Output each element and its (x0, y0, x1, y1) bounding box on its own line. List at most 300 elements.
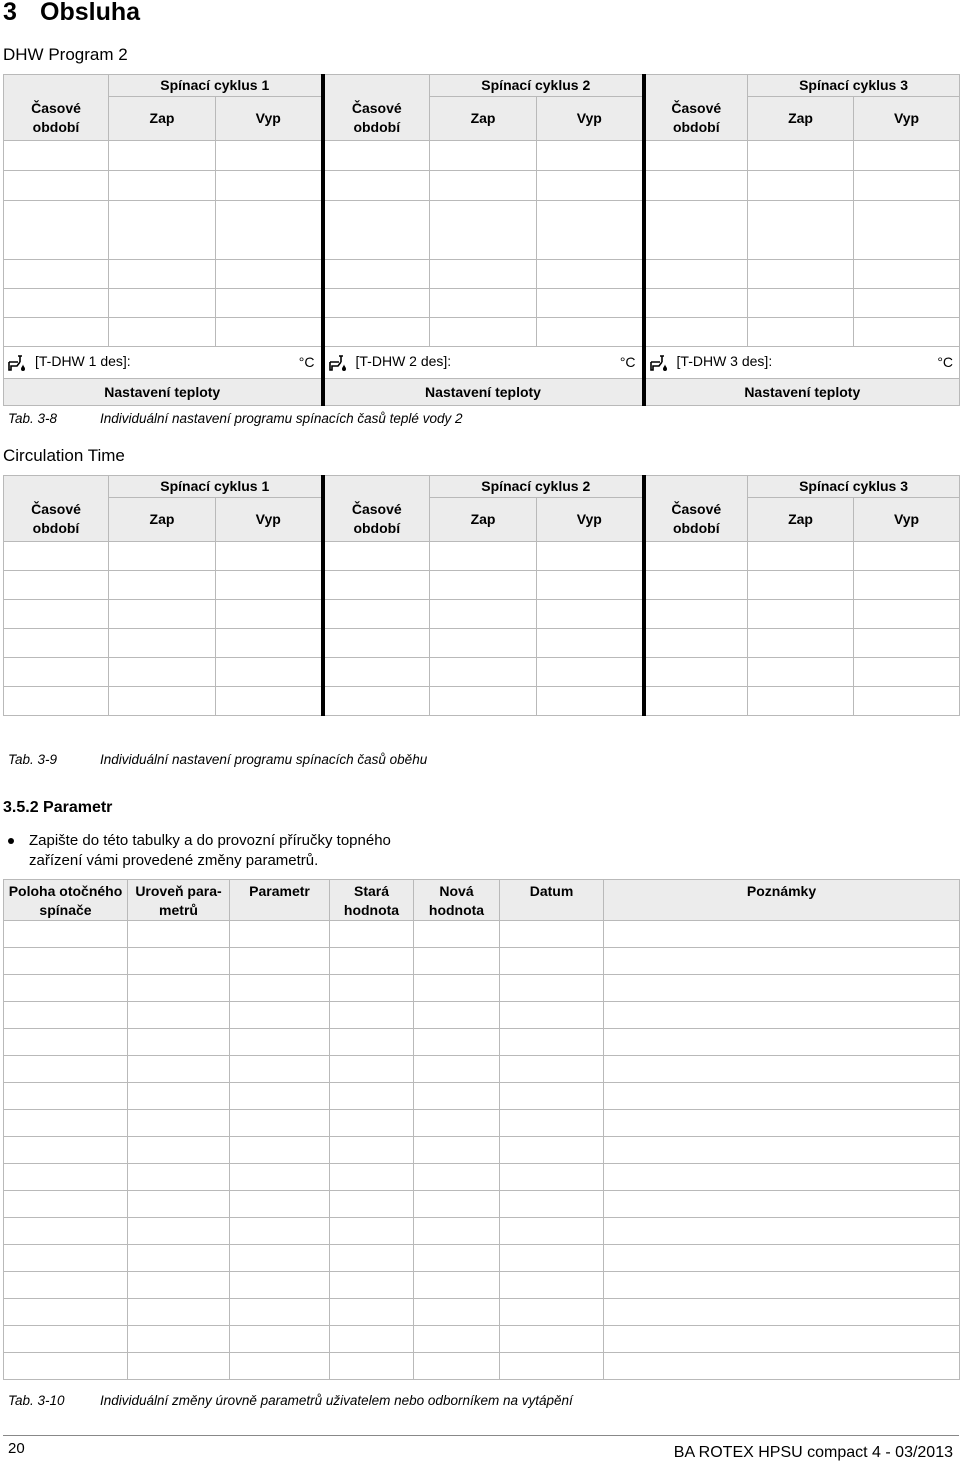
empty-cell[interactable] (414, 1272, 500, 1299)
cycle-3-label: Spínací cyklus 3 (748, 476, 960, 498)
empty-cell[interactable] (230, 921, 330, 948)
empty-cell[interactable] (330, 1218, 414, 1245)
empty-cell[interactable] (4, 1191, 128, 1218)
empty-cell[interactable] (323, 600, 430, 629)
empty-cell[interactable] (323, 571, 430, 600)
off-header: Vyp (854, 498, 960, 542)
empty-cell[interactable] (604, 1056, 960, 1083)
empty-cell[interactable] (230, 1029, 330, 1056)
empty-cell[interactable] (216, 141, 323, 171)
empty-cell[interactable] (4, 1326, 128, 1353)
empty-cell[interactable] (644, 542, 748, 571)
empty-cell[interactable] (748, 260, 854, 289)
empty-cell[interactable] (128, 1272, 230, 1299)
empty-cell[interactable] (854, 600, 960, 629)
empty-cell[interactable] (604, 1137, 960, 1164)
empty-cell[interactable] (500, 1002, 604, 1029)
empty-cell[interactable] (330, 1164, 414, 1191)
empty-cell[interactable] (854, 318, 960, 347)
empty-cell[interactable] (414, 1137, 500, 1164)
empty-cell[interactable] (4, 571, 109, 600)
empty-cell[interactable] (230, 1191, 330, 1218)
empty-form-row (4, 171, 960, 201)
empty-form-row (4, 542, 960, 571)
parameter-table (3, 879, 960, 1380)
empty-cell[interactable] (537, 289, 644, 318)
caption-text: Individuální nastavení programu spínacích časů oběhu (100, 752, 428, 767)
empty-cell[interactable] (109, 629, 216, 658)
empty-cell[interactable] (330, 921, 414, 948)
empty-cell[interactable] (500, 948, 604, 975)
temp-label: Nastavení teploty (4, 379, 323, 406)
empty-cell[interactable] (500, 1029, 604, 1056)
empty-cell[interactable] (128, 921, 230, 948)
empty-cell[interactable] (604, 1164, 960, 1191)
empty-cell[interactable] (4, 1083, 128, 1110)
empty-cell[interactable] (604, 1002, 960, 1029)
empty-form-row (4, 1056, 960, 1083)
empty-cell[interactable] (644, 318, 748, 347)
empty-cell[interactable] (230, 1353, 330, 1380)
empty-cell[interactable] (644, 571, 748, 600)
empty-cell[interactable] (4, 1353, 128, 1380)
footer-divider (3, 1435, 959, 1436)
empty-cell[interactable] (644, 629, 748, 658)
empty-cell[interactable] (128, 1218, 230, 1245)
empty-cell[interactable] (430, 318, 537, 347)
empty-cell[interactable] (230, 1083, 330, 1110)
period-header: Časové období (644, 498, 748, 542)
empty-cell[interactable] (604, 975, 960, 1002)
empty-cell[interactable] (4, 318, 109, 347)
empty-cell[interactable] (500, 1218, 604, 1245)
empty-cell[interactable] (323, 542, 430, 571)
empty-cell[interactable] (216, 600, 323, 629)
empty-cell[interactable] (537, 571, 644, 600)
empty-cell[interactable] (414, 1191, 500, 1218)
empty-cell[interactable] (604, 1110, 960, 1137)
empty-cell[interactable] (604, 1245, 960, 1272)
caption-number: Tab. 3-10 (8, 1393, 65, 1408)
on-header: Zap (109, 97, 216, 141)
empty-cell[interactable] (128, 1029, 230, 1056)
empty-cell[interactable] (604, 1272, 960, 1299)
empty-form-row (4, 201, 960, 260)
empty-cell[interactable] (109, 260, 216, 289)
empty-form-row (4, 658, 960, 687)
empty-cell[interactable] (604, 1326, 960, 1353)
empty-cell[interactable] (230, 975, 330, 1002)
empty-cell[interactable] (330, 1002, 414, 1029)
empty-cell[interactable] (230, 948, 330, 975)
empty-cell[interactable] (230, 1272, 330, 1299)
period-header: Časové období (644, 97, 748, 141)
empty-cell[interactable] (216, 260, 323, 289)
empty-cell[interactable] (330, 1272, 414, 1299)
on-header: Zap (748, 97, 854, 141)
empty-cell[interactable] (109, 141, 216, 171)
empty-cell[interactable] (4, 542, 109, 571)
empty-cell[interactable] (330, 1137, 414, 1164)
empty-form-row (4, 141, 960, 171)
empty-cell[interactable] (330, 1353, 414, 1380)
empty-cell[interactable] (604, 1029, 960, 1056)
empty-cell[interactable] (500, 1083, 604, 1110)
empty-form-row (4, 921, 960, 948)
empty-cell[interactable] (644, 171, 748, 201)
empty-cell[interactable] (109, 658, 216, 687)
empty-cell[interactable] (230, 1002, 330, 1029)
empty-cell[interactable] (748, 171, 854, 201)
empty-cell[interactable] (500, 1245, 604, 1272)
empty-cell[interactable] (748, 542, 854, 571)
empty-cell[interactable] (854, 171, 960, 201)
empty-cell[interactable] (230, 1326, 330, 1353)
empty-form-row (4, 1272, 960, 1299)
empty-form-row (4, 1137, 960, 1164)
off-header: Vyp (216, 97, 323, 141)
empty-cell[interactable] (330, 1056, 414, 1083)
empty-cell[interactable] (4, 201, 109, 260)
empty-cell[interactable] (4, 171, 109, 201)
empty-cell[interactable] (500, 1056, 604, 1083)
empty-cell[interactable] (330, 1245, 414, 1272)
empty-cell[interactable] (109, 571, 216, 600)
empty-cell[interactable] (604, 1299, 960, 1326)
hot-water-tap-icon (7, 353, 29, 373)
empty-cell[interactable] (537, 658, 644, 687)
empty-cell[interactable] (109, 171, 216, 201)
empty-cell[interactable] (537, 687, 644, 716)
temp-label: Nastavení teploty (644, 379, 960, 406)
empty-cell[interactable] (748, 318, 854, 347)
bullet-text-line: zařízení vámi provedené změny parametrů. (29, 852, 319, 869)
empty-cell[interactable] (128, 1191, 230, 1218)
empty-cell[interactable] (430, 658, 537, 687)
empty-form-row (4, 1083, 960, 1110)
empty-cell[interactable] (500, 1326, 604, 1353)
old-value-header: Stará hodnota (330, 880, 414, 921)
empty-cell[interactable] (644, 260, 748, 289)
empty-cell[interactable] (537, 318, 644, 347)
empty-cell[interactable] (854, 289, 960, 318)
empty-cell[interactable] (330, 1083, 414, 1110)
empty-cell[interactable] (500, 921, 604, 948)
empty-cell[interactable] (537, 600, 644, 629)
empty-cell[interactable] (323, 318, 430, 347)
empty-form-row (4, 948, 960, 975)
empty-cell[interactable] (216, 687, 323, 716)
empty-cell[interactable] (430, 629, 537, 658)
empty-cell[interactable] (500, 1353, 604, 1380)
cycle-1-label: Spínací cyklus 1 (109, 476, 323, 498)
empty-cell[interactable] (748, 629, 854, 658)
empty-cell[interactable] (4, 260, 109, 289)
empty-cell[interactable] (414, 1353, 500, 1380)
empty-cell[interactable] (323, 171, 430, 201)
cycle-2-label: Spínací cyklus 2 (430, 476, 644, 498)
empty-form-row (4, 1002, 960, 1029)
empty-cell[interactable] (644, 289, 748, 318)
empty-cell[interactable] (748, 289, 854, 318)
empty-form-row (4, 1029, 960, 1056)
empty-cell[interactable] (4, 1002, 128, 1029)
empty-cell[interactable] (748, 141, 854, 171)
empty-cell[interactable] (4, 629, 109, 658)
empty-cell[interactable] (216, 201, 323, 260)
table-caption (8, 752, 427, 767)
empty-cell[interactable] (414, 1164, 500, 1191)
empty-cell[interactable] (128, 975, 230, 1002)
empty-cell[interactable] (414, 948, 500, 975)
empty-cell[interactable] (644, 687, 748, 716)
empty-cell[interactable] (323, 289, 430, 318)
empty-cell[interactable] (644, 658, 748, 687)
column-header-row (4, 97, 960, 141)
empty-cell[interactable] (414, 921, 500, 948)
empty-cell[interactable] (748, 658, 854, 687)
empty-cell[interactable] (854, 571, 960, 600)
empty-cell[interactable] (128, 1326, 230, 1353)
period-header: Časové období (4, 498, 109, 542)
temp-cell-3: [T-DHW 3 des]: °C (644, 347, 960, 379)
empty-cell[interactable] (230, 1245, 330, 1272)
empty-cell[interactable] (230, 1137, 330, 1164)
empty-cell[interactable] (128, 1245, 230, 1272)
empty-cell[interactable] (330, 948, 414, 975)
empty-cell[interactable] (500, 1299, 604, 1326)
empty-cell[interactable] (430, 260, 537, 289)
empty-cell[interactable] (604, 921, 960, 948)
empty-cell[interactable] (230, 1056, 330, 1083)
empty-cell[interactable] (128, 1083, 230, 1110)
empty-cell[interactable] (4, 1299, 128, 1326)
empty-cell[interactable] (4, 921, 128, 948)
period-header: Časové období (4, 97, 109, 141)
empty-cell[interactable] (537, 171, 644, 201)
empty-cell[interactable] (644, 141, 748, 171)
empty-cell[interactable] (4, 289, 109, 318)
empty-form-row (4, 318, 960, 347)
temp-cell-1: [T-DHW 1 des]: °C (4, 347, 323, 379)
caption-text: Individuální změny úrovně parametrů uživatelem nebo odborníkem na vytápění (100, 1393, 573, 1408)
empty-cell[interactable] (216, 571, 323, 600)
empty-cell[interactable] (4, 1272, 128, 1299)
empty-cell[interactable] (128, 1056, 230, 1083)
empty-cell[interactable] (430, 171, 537, 201)
bullet-icon (8, 838, 14, 844)
empty-cell[interactable] (537, 260, 644, 289)
empty-cell[interactable] (500, 975, 604, 1002)
empty-form-row (4, 1110, 960, 1137)
empty-cell[interactable] (323, 658, 430, 687)
period-header: Časové období (323, 498, 430, 542)
empty-cell[interactable] (500, 1191, 604, 1218)
empty-cell[interactable] (537, 201, 644, 260)
date-header: Datum (500, 880, 604, 921)
empty-cell[interactable] (216, 542, 323, 571)
empty-cell[interactable] (4, 600, 109, 629)
empty-cell[interactable] (109, 542, 216, 571)
caption-number: Tab. 3-8 (8, 411, 58, 426)
empty-cell[interactable] (4, 687, 109, 716)
cycle-2-label: Spínací cyklus 2 (430, 75, 644, 97)
empty-cell[interactable] (414, 1218, 500, 1245)
switch-position-header: Poloha otočného spínače (4, 880, 128, 921)
empty-cell[interactable] (4, 1029, 128, 1056)
empty-cell[interactable] (4, 948, 128, 975)
empty-cell[interactable] (604, 1218, 960, 1245)
empty-cell[interactable] (430, 141, 537, 171)
empty-cell[interactable] (854, 629, 960, 658)
empty-cell[interactable] (537, 629, 644, 658)
empty-cell[interactable] (330, 1299, 414, 1326)
empty-cell[interactable] (128, 1137, 230, 1164)
empty-cell[interactable] (414, 1002, 500, 1029)
empty-cell[interactable] (500, 1272, 604, 1299)
empty-cell[interactable] (414, 975, 500, 1002)
bullet-instruction (8, 831, 391, 871)
empty-cell[interactable] (854, 201, 960, 260)
on-header: Zap (430, 97, 537, 141)
empty-cell[interactable] (330, 1110, 414, 1137)
empty-cell[interactable] (604, 1191, 960, 1218)
empty-cell[interactable] (109, 318, 216, 347)
empty-cell[interactable] (330, 1029, 414, 1056)
empty-cell[interactable] (430, 571, 537, 600)
empty-cell[interactable] (323, 141, 430, 171)
empty-cell[interactable] (537, 542, 644, 571)
empty-cell[interactable] (323, 687, 430, 716)
empty-cell[interactable] (4, 1245, 128, 1272)
empty-cell[interactable] (4, 1056, 128, 1083)
empty-cell[interactable] (4, 1218, 128, 1245)
empty-cell[interactable] (414, 1056, 500, 1083)
empty-cell[interactable] (644, 600, 748, 629)
empty-cell[interactable] (430, 289, 537, 318)
empty-form-row (4, 975, 960, 1002)
empty-cell[interactable] (604, 1083, 960, 1110)
empty-cell[interactable] (230, 1218, 330, 1245)
chapter-title: Obsluha (40, 0, 141, 26)
bullet-text-line: Zapište do této tabulky a do provozní příručky topného (29, 832, 391, 849)
empty-form-row (4, 1218, 960, 1245)
caption-number: Tab. 3-9 (8, 752, 58, 767)
empty-cell[interactable] (323, 629, 430, 658)
empty-cell[interactable] (604, 1353, 960, 1380)
empty-cell[interactable] (500, 1137, 604, 1164)
empty-cell[interactable] (4, 141, 109, 171)
empty-cell[interactable] (216, 171, 323, 201)
empty-cell[interactable] (216, 289, 323, 318)
new-value-header: Nová hodnota (414, 880, 500, 921)
empty-form-row (4, 571, 960, 600)
empty-cell[interactable] (430, 542, 537, 571)
empty-cell[interactable] (128, 1164, 230, 1191)
empty-cell[interactable] (323, 201, 430, 260)
empty-cell[interactable] (430, 201, 537, 260)
section-heading: 3.5.2 Parametr (3, 799, 113, 816)
empty-cell[interactable] (216, 629, 323, 658)
empty-cell[interactable] (128, 1002, 230, 1029)
hot-water-tap-icon (649, 353, 671, 373)
empty-cell[interactable] (414, 1110, 500, 1137)
parameter-header: Parametr (230, 880, 330, 921)
empty-cell[interactable] (748, 571, 854, 600)
empty-cell[interactable] (216, 318, 323, 347)
empty-cell[interactable] (230, 1110, 330, 1137)
empty-cell[interactable] (230, 1299, 330, 1326)
empty-form-row (4, 1164, 960, 1191)
empty-cell[interactable] (4, 1110, 128, 1137)
empty-cell[interactable] (537, 141, 644, 171)
empty-cell[interactable] (330, 1191, 414, 1218)
off-header: Vyp (854, 97, 960, 141)
empty-cell[interactable] (644, 201, 748, 260)
empty-cell[interactable] (216, 658, 323, 687)
empty-cell[interactable] (430, 687, 537, 716)
empty-cell[interactable] (748, 600, 854, 629)
empty-cell[interactable] (4, 975, 128, 1002)
empty-cell[interactable] (109, 289, 216, 318)
empty-cell[interactable] (230, 1164, 330, 1191)
on-header: Zap (748, 498, 854, 542)
empty-cell[interactable] (323, 260, 430, 289)
empty-form-row (4, 1326, 960, 1353)
chapter-heading (3, 0, 140, 27)
empty-cell[interactable] (430, 600, 537, 629)
empty-cell[interactable] (109, 600, 216, 629)
empty-cell[interactable] (414, 1299, 500, 1326)
empty-cell[interactable] (414, 1245, 500, 1272)
empty-cell[interactable] (500, 1110, 604, 1137)
empty-cell[interactable] (414, 1326, 500, 1353)
empty-cell[interactable] (500, 1164, 604, 1191)
cycle-header-row (4, 476, 960, 498)
empty-cell[interactable] (748, 201, 854, 260)
table-caption (8, 411, 462, 426)
empty-cell[interactable] (414, 1029, 500, 1056)
chapter-number: 3 (3, 0, 17, 26)
empty-cell[interactable] (854, 542, 960, 571)
empty-cell[interactable] (4, 1164, 128, 1191)
empty-cell[interactable] (109, 201, 216, 260)
off-header: Vyp (537, 498, 644, 542)
empty-cell[interactable] (748, 687, 854, 716)
empty-cell[interactable] (128, 1299, 230, 1326)
empty-form-row (4, 1245, 960, 1272)
empty-cell[interactable] (854, 141, 960, 171)
parameter-level-header: Uroveň para- metrů (128, 880, 230, 921)
empty-cell[interactable] (128, 1353, 230, 1380)
empty-form-row (4, 687, 960, 716)
empty-cell[interactable] (414, 1083, 500, 1110)
empty-cell[interactable] (854, 658, 960, 687)
empty-cell[interactable] (128, 1110, 230, 1137)
empty-form-row (4, 1191, 960, 1218)
empty-cell[interactable] (854, 260, 960, 289)
empty-cell[interactable] (4, 1137, 128, 1164)
empty-cell[interactable] (128, 948, 230, 975)
empty-cell[interactable] (109, 687, 216, 716)
empty-cell[interactable] (4, 658, 109, 687)
empty-cell[interactable] (854, 687, 960, 716)
table-caption (8, 1393, 573, 1408)
off-header: Vyp (216, 498, 323, 542)
empty-cell[interactable] (604, 948, 960, 975)
empty-cell[interactable] (330, 975, 414, 1002)
empty-cell[interactable] (330, 1326, 414, 1353)
